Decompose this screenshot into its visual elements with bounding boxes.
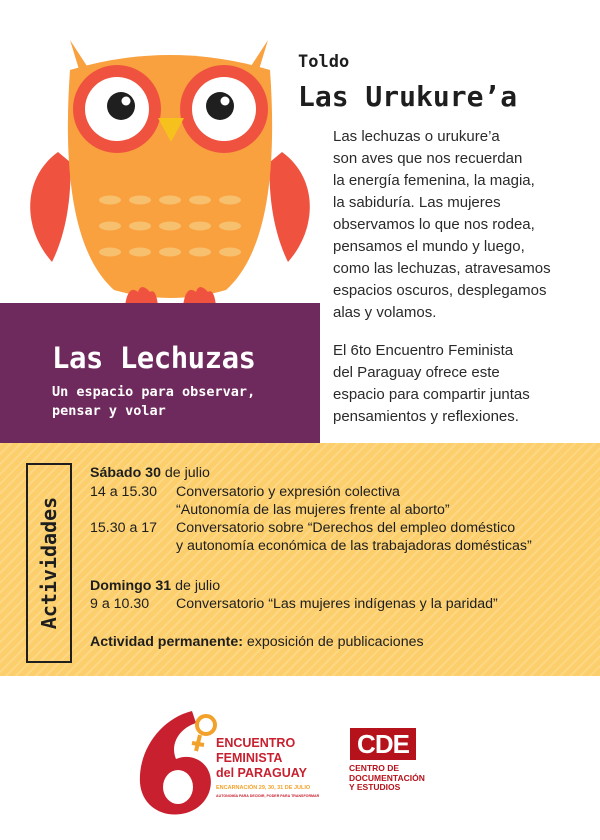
owl-right-wing (270, 152, 310, 262)
female-symbol-icon (197, 716, 215, 734)
encuentro-paragraph: El 6to Encuentro Feminista del Paraguay ofrece este espacio para compartir juntas pensamientos y reflexiones. (333, 342, 530, 425)
toldo-name: Las Urukure’a (298, 80, 518, 113)
day1-time-3: 15.30 a 17 (90, 520, 158, 536)
day1-desc-2: “Autonomía de las mujeres frente al aborto” (176, 502, 450, 518)
owl-left-pupil (107, 92, 135, 120)
cde-text: CENTRO DE DOCUMENTACIÓN Y ESTUDIOS (349, 763, 425, 792)
day1-desc-4: y autonomía económica de las trabajadoras domésticas” (176, 538, 532, 554)
permanent-activity: Actividad permanente: exposición de publicaciones (90, 634, 424, 650)
cde-mark: CDE (350, 728, 416, 760)
day2-desc-1: Conversatorio “Las mujeres indígenas y la paridad” (176, 596, 498, 612)
day1-desc-1: Conversatorio y expresión colectiva (176, 484, 400, 500)
logo-line-3: del PARAGUAY (216, 766, 307, 780)
cde-logo (340, 728, 430, 808)
activities-heading-box (26, 463, 72, 663)
logo-tagline: AUTONOMÍA PARA DECIDIR, PODER PARA TRANSFORMAR (216, 794, 320, 798)
day1-desc-3: Conversatorio sobre “Derechos del empleo doméstico (176, 520, 516, 536)
activities-heading: Actividades (37, 496, 61, 630)
logo-line-2: FEMINISTA (216, 751, 283, 765)
encuentro-feminista-logo (130, 705, 320, 820)
logo-date-place: ENCARNACIÓN 29, 30, 31 DE JULIO (216, 785, 311, 791)
logo-line-1: ENCUENTRO (216, 736, 296, 750)
day1-heading: Sábado 30 de julio (90, 465, 210, 481)
space-subtitle: Un espacio para observar, pensar y volar (52, 384, 256, 419)
space-title-block (0, 303, 320, 443)
day2-time-1: 9 a 10.30 (90, 596, 150, 612)
owl-right-pupil (206, 92, 234, 120)
day2-heading: Domingo 31 de julio (90, 578, 221, 594)
toldo-label: Toldo (298, 52, 350, 72)
day1-time-1: 14 a 15.30 (90, 484, 158, 500)
owl-illustration (0, 0, 330, 310)
intro-paragraph: Las lechuzas o urukure’a son aves que nos recuerdan la energía femenina, la magia, la sabiduría. Las mujeres observamos lo que nos rodea, pensamos el mundo y luego, como las lechuzas, atravesamos espacios oscuros, desplegamos alas y volamos. (333, 128, 551, 321)
owl-left-wing (30, 152, 70, 262)
space-title: Las Lechuzas (52, 341, 256, 375)
